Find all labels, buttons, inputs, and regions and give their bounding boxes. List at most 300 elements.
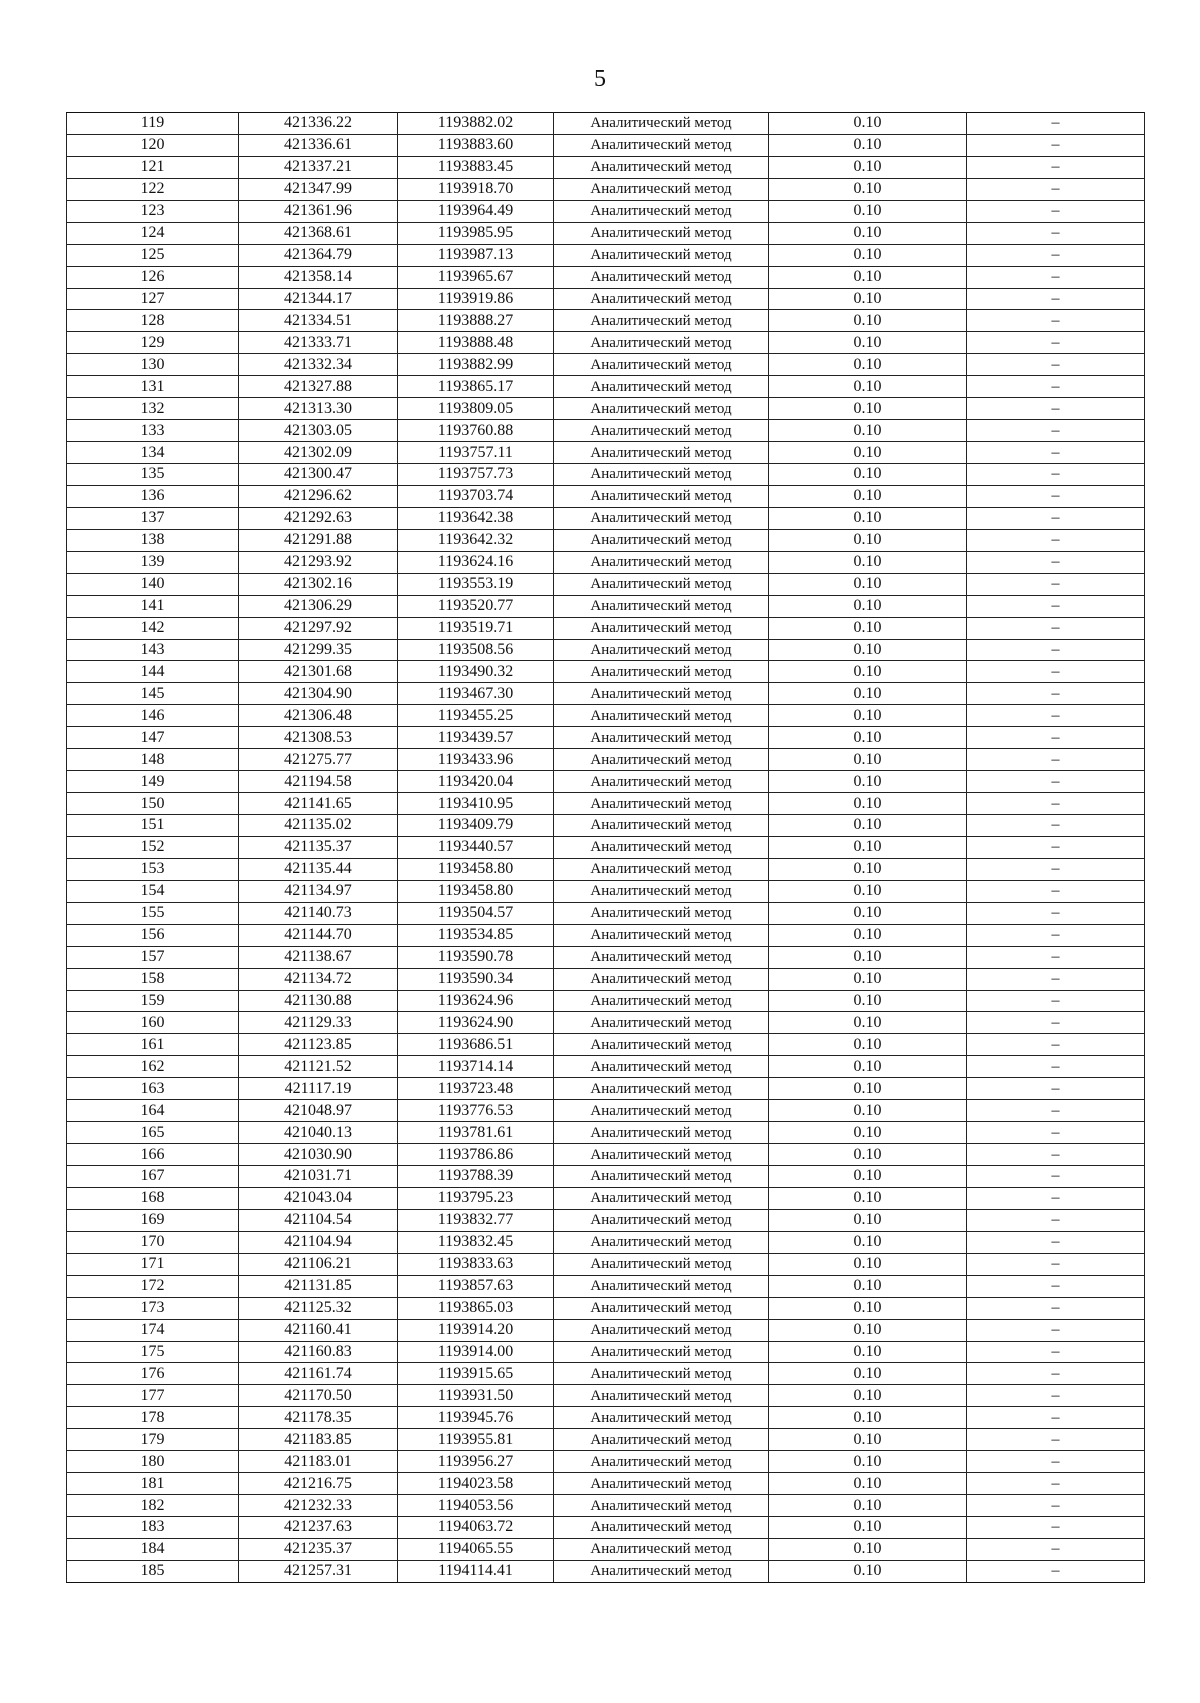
- point-number-cell: 176: [67, 1363, 239, 1385]
- coordinates-table: [66, 112, 1145, 1583]
- accuracy-cell: 0.10: [769, 442, 967, 464]
- accuracy-cell: 0.10: [769, 1495, 967, 1517]
- y-coordinate-cell: 1193883.60: [398, 134, 554, 156]
- method-cell: Аналитический метод: [554, 880, 769, 902]
- table-row: [67, 551, 1145, 573]
- method-cell: Аналитический метод: [554, 1100, 769, 1122]
- accuracy-cell: 0.10: [769, 1451, 967, 1473]
- x-coordinate-cell: 421347.99: [239, 178, 398, 200]
- accuracy-cell: 0.10: [769, 771, 967, 793]
- y-coordinate-cell: 1193965.67: [398, 266, 554, 288]
- x-coordinate-cell: 421336.61: [239, 134, 398, 156]
- y-coordinate-cell: 1193590.34: [398, 968, 554, 990]
- method-cell: Аналитический метод: [554, 1538, 769, 1560]
- table-row: [67, 1231, 1145, 1253]
- note-cell: –: [967, 1473, 1145, 1495]
- note-cell: –: [967, 310, 1145, 332]
- table-row: [67, 1253, 1145, 1275]
- table-row: [67, 178, 1145, 200]
- table-row: [67, 1429, 1145, 1451]
- point-number-cell: 173: [67, 1297, 239, 1319]
- method-cell: Аналитический метод: [554, 1187, 769, 1209]
- x-coordinate-cell: 421144.70: [239, 924, 398, 946]
- accuracy-cell: 0.10: [769, 464, 967, 486]
- y-coordinate-cell: 1193888.27: [398, 310, 554, 332]
- y-coordinate-cell: 1193964.49: [398, 200, 554, 222]
- x-coordinate-cell: 421302.09: [239, 442, 398, 464]
- note-cell: –: [967, 924, 1145, 946]
- accuracy-cell: 0.10: [769, 683, 967, 705]
- y-coordinate-cell: 1193786.86: [398, 1144, 554, 1166]
- x-coordinate-cell: 421134.72: [239, 968, 398, 990]
- note-cell: –: [967, 946, 1145, 968]
- x-coordinate-cell: 421300.47: [239, 464, 398, 486]
- accuracy-cell: 0.10: [769, 113, 967, 135]
- x-coordinate-cell: 421344.17: [239, 288, 398, 310]
- accuracy-cell: 0.10: [769, 376, 967, 398]
- table-row: [67, 113, 1145, 135]
- method-cell: Аналитический метод: [554, 398, 769, 420]
- table-row: [67, 1275, 1145, 1297]
- table-row: [67, 1187, 1145, 1209]
- method-cell: Аналитический метод: [554, 1078, 769, 1100]
- y-coordinate-cell: 1193760.88: [398, 420, 554, 442]
- note-cell: –: [967, 464, 1145, 486]
- accuracy-cell: 0.10: [769, 727, 967, 749]
- table-row: [67, 749, 1145, 771]
- table-row: [67, 376, 1145, 398]
- table-row: [67, 705, 1145, 727]
- table-row: [67, 595, 1145, 617]
- accuracy-cell: 0.10: [769, 661, 967, 683]
- table-row: [67, 639, 1145, 661]
- point-number-cell: 177: [67, 1385, 239, 1407]
- note-cell: –: [967, 266, 1145, 288]
- point-number-cell: 168: [67, 1187, 239, 1209]
- y-coordinate-cell: 1193642.32: [398, 529, 554, 551]
- table-row: [67, 924, 1145, 946]
- point-number-cell: 154: [67, 880, 239, 902]
- note-cell: –: [967, 1187, 1145, 1209]
- table-row: [67, 946, 1145, 968]
- x-coordinate-cell: 421216.75: [239, 1473, 398, 1495]
- method-cell: Аналитический метод: [554, 1407, 769, 1429]
- accuracy-cell: 0.10: [769, 354, 967, 376]
- x-coordinate-cell: 421232.33: [239, 1495, 398, 1517]
- accuracy-cell: 0.10: [769, 288, 967, 310]
- table-row: [67, 1538, 1145, 1560]
- point-number-cell: 127: [67, 288, 239, 310]
- y-coordinate-cell: 1193918.70: [398, 178, 554, 200]
- point-number-cell: 146: [67, 705, 239, 727]
- y-coordinate-cell: 1193781.61: [398, 1122, 554, 1144]
- x-coordinate-cell: 421296.62: [239, 485, 398, 507]
- method-cell: Аналитический метод: [554, 200, 769, 222]
- accuracy-cell: 0.10: [769, 1407, 967, 1429]
- method-cell: Аналитический метод: [554, 705, 769, 727]
- x-coordinate-cell: 421040.13: [239, 1122, 398, 1144]
- point-number-cell: 170: [67, 1231, 239, 1253]
- method-cell: Аналитический метод: [554, 617, 769, 639]
- y-coordinate-cell: 1193757.73: [398, 464, 554, 486]
- method-cell: Аналитический метод: [554, 1122, 769, 1144]
- method-cell: Аналитический метод: [554, 1275, 769, 1297]
- x-coordinate-cell: 421304.90: [239, 683, 398, 705]
- y-coordinate-cell: 1193795.23: [398, 1187, 554, 1209]
- accuracy-cell: 0.10: [769, 1297, 967, 1319]
- table-row: [67, 573, 1145, 595]
- method-cell: Аналитический метод: [554, 266, 769, 288]
- note-cell: –: [967, 1078, 1145, 1100]
- y-coordinate-cell: 1193956.27: [398, 1451, 554, 1473]
- x-coordinate-cell: 421334.51: [239, 310, 398, 332]
- note-cell: –: [967, 815, 1145, 837]
- method-cell: Аналитический метод: [554, 1517, 769, 1539]
- y-coordinate-cell: 1193857.63: [398, 1275, 554, 1297]
- point-number-cell: 122: [67, 178, 239, 200]
- point-number-cell: 140: [67, 573, 239, 595]
- accuracy-cell: 0.10: [769, 1078, 967, 1100]
- point-number-cell: 156: [67, 924, 239, 946]
- x-coordinate-cell: 421368.61: [239, 222, 398, 244]
- x-coordinate-cell: 421178.35: [239, 1407, 398, 1429]
- method-cell: Аналитический метод: [554, 1166, 769, 1188]
- point-number-cell: 157: [67, 946, 239, 968]
- method-cell: Аналитический метод: [554, 310, 769, 332]
- page-number: 5: [594, 66, 606, 92]
- table-row: [67, 310, 1145, 332]
- point-number-cell: 175: [67, 1341, 239, 1363]
- note-cell: –: [967, 1297, 1145, 1319]
- accuracy-cell: 0.10: [769, 1056, 967, 1078]
- x-coordinate-cell: 421275.77: [239, 749, 398, 771]
- y-coordinate-cell: 1193590.78: [398, 946, 554, 968]
- accuracy-cell: 0.10: [769, 222, 967, 244]
- table-row: [67, 1560, 1145, 1582]
- accuracy-cell: 0.10: [769, 551, 967, 573]
- method-cell: Аналитический метод: [554, 968, 769, 990]
- point-number-cell: 182: [67, 1495, 239, 1517]
- method-cell: Аналитический метод: [554, 793, 769, 815]
- y-coordinate-cell: 1193519.71: [398, 617, 554, 639]
- method-cell: Аналитический метод: [554, 1012, 769, 1034]
- x-coordinate-cell: 421364.79: [239, 244, 398, 266]
- x-coordinate-cell: 421332.34: [239, 354, 398, 376]
- method-cell: Аналитический метод: [554, 420, 769, 442]
- table-row: [67, 200, 1145, 222]
- method-cell: Аналитический метод: [554, 288, 769, 310]
- table-row: [67, 683, 1145, 705]
- point-number-cell: 126: [67, 266, 239, 288]
- y-coordinate-cell: 1193776.53: [398, 1100, 554, 1122]
- point-number-cell: 152: [67, 836, 239, 858]
- table-row: [67, 793, 1145, 815]
- x-coordinate-cell: 421106.21: [239, 1253, 398, 1275]
- method-cell: Аналитический метод: [554, 1473, 769, 1495]
- note-cell: –: [967, 902, 1145, 924]
- table-row: [67, 1078, 1145, 1100]
- note-cell: –: [967, 683, 1145, 705]
- note-cell: –: [967, 222, 1145, 244]
- y-coordinate-cell: 1193433.96: [398, 749, 554, 771]
- accuracy-cell: 0.10: [769, 1341, 967, 1363]
- x-coordinate-cell: 421140.73: [239, 902, 398, 924]
- point-number-cell: 165: [67, 1122, 239, 1144]
- y-coordinate-cell: 1193809.05: [398, 398, 554, 420]
- table-row: [67, 1407, 1145, 1429]
- x-coordinate-cell: 421336.22: [239, 113, 398, 135]
- y-coordinate-cell: 1193865.03: [398, 1297, 554, 1319]
- x-coordinate-cell: 421291.88: [239, 529, 398, 551]
- accuracy-cell: 0.10: [769, 1363, 967, 1385]
- x-coordinate-cell: 421237.63: [239, 1517, 398, 1539]
- x-coordinate-cell: 421135.44: [239, 858, 398, 880]
- accuracy-cell: 0.10: [769, 1275, 967, 1297]
- note-cell: –: [967, 1275, 1145, 1297]
- method-cell: Аналитический метод: [554, 1253, 769, 1275]
- note-cell: –: [967, 1517, 1145, 1539]
- note-cell: –: [967, 1012, 1145, 1034]
- method-cell: Аналитический метод: [554, 902, 769, 924]
- x-coordinate-cell: 421235.37: [239, 1538, 398, 1560]
- point-number-cell: 143: [67, 639, 239, 661]
- note-cell: –: [967, 156, 1145, 178]
- y-coordinate-cell: 1194063.72: [398, 1517, 554, 1539]
- method-cell: Аналитический метод: [554, 376, 769, 398]
- y-coordinate-cell: 1193490.32: [398, 661, 554, 683]
- accuracy-cell: 0.10: [769, 595, 967, 617]
- accuracy-cell: 0.10: [769, 749, 967, 771]
- point-number-cell: 142: [67, 617, 239, 639]
- table-row: [67, 1495, 1145, 1517]
- table-row: [67, 485, 1145, 507]
- accuracy-cell: 0.10: [769, 1100, 967, 1122]
- note-cell: –: [967, 858, 1145, 880]
- method-cell: Аналитический метод: [554, 1429, 769, 1451]
- y-coordinate-cell: 1193420.04: [398, 771, 554, 793]
- note-cell: –: [967, 420, 1145, 442]
- table-row: [67, 1385, 1145, 1407]
- table-row: [67, 398, 1145, 420]
- y-coordinate-cell: 1193723.48: [398, 1078, 554, 1100]
- x-coordinate-cell: 421043.04: [239, 1187, 398, 1209]
- point-number-cell: 179: [67, 1429, 239, 1451]
- method-cell: Аналитический метод: [554, 683, 769, 705]
- table-row: [67, 442, 1145, 464]
- note-cell: –: [967, 113, 1145, 135]
- accuracy-cell: 0.10: [769, 836, 967, 858]
- accuracy-cell: 0.10: [769, 200, 967, 222]
- note-cell: –: [967, 529, 1145, 551]
- note-cell: –: [967, 639, 1145, 661]
- note-cell: –: [967, 1319, 1145, 1341]
- accuracy-cell: 0.10: [769, 924, 967, 946]
- note-cell: –: [967, 705, 1145, 727]
- y-coordinate-cell: 1193686.51: [398, 1034, 554, 1056]
- x-coordinate-cell: 421131.85: [239, 1275, 398, 1297]
- x-coordinate-cell: 421292.63: [239, 507, 398, 529]
- y-coordinate-cell: 1193832.45: [398, 1231, 554, 1253]
- method-cell: Аналитический метод: [554, 222, 769, 244]
- y-coordinate-cell: 1193624.16: [398, 551, 554, 573]
- x-coordinate-cell: 421123.85: [239, 1034, 398, 1056]
- method-cell: Аналитический метод: [554, 573, 769, 595]
- table-row: [67, 288, 1145, 310]
- point-number-cell: 150: [67, 793, 239, 815]
- table-body: [67, 113, 1145, 1583]
- point-number-cell: 162: [67, 1056, 239, 1078]
- accuracy-cell: 0.10: [769, 266, 967, 288]
- point-number-cell: 144: [67, 661, 239, 683]
- accuracy-cell: 0.10: [769, 244, 967, 266]
- y-coordinate-cell: 1193888.48: [398, 332, 554, 354]
- note-cell: –: [967, 771, 1145, 793]
- point-number-cell: 172: [67, 1275, 239, 1297]
- point-number-cell: 147: [67, 727, 239, 749]
- table-row: [67, 1297, 1145, 1319]
- method-cell: Аналитический метод: [554, 1297, 769, 1319]
- x-coordinate-cell: 421361.96: [239, 200, 398, 222]
- table-row: [67, 1034, 1145, 1056]
- note-cell: –: [967, 332, 1145, 354]
- note-cell: –: [967, 1231, 1145, 1253]
- x-coordinate-cell: 421160.83: [239, 1341, 398, 1363]
- accuracy-cell: 0.10: [769, 1538, 967, 1560]
- y-coordinate-cell: 1193508.56: [398, 639, 554, 661]
- method-cell: Аналитический метод: [554, 1056, 769, 1078]
- point-number-cell: 184: [67, 1538, 239, 1560]
- point-number-cell: 160: [67, 1012, 239, 1034]
- method-cell: Аналитический метод: [554, 1341, 769, 1363]
- point-number-cell: 141: [67, 595, 239, 617]
- note-cell: –: [967, 661, 1145, 683]
- x-coordinate-cell: 421125.32: [239, 1297, 398, 1319]
- point-number-cell: 164: [67, 1100, 239, 1122]
- accuracy-cell: 0.10: [769, 1012, 967, 1034]
- y-coordinate-cell: 1193914.00: [398, 1341, 554, 1363]
- point-number-cell: 181: [67, 1473, 239, 1495]
- method-cell: Аналитический метод: [554, 858, 769, 880]
- method-cell: Аналитический метод: [554, 1209, 769, 1231]
- x-coordinate-cell: 421337.21: [239, 156, 398, 178]
- note-cell: –: [967, 1407, 1145, 1429]
- y-coordinate-cell: 1193985.95: [398, 222, 554, 244]
- x-coordinate-cell: 421306.29: [239, 595, 398, 617]
- table-row: [67, 727, 1145, 749]
- x-coordinate-cell: 421141.65: [239, 793, 398, 815]
- accuracy-cell: 0.10: [769, 573, 967, 595]
- point-number-cell: 151: [67, 815, 239, 837]
- note-cell: –: [967, 551, 1145, 573]
- point-number-cell: 171: [67, 1253, 239, 1275]
- y-coordinate-cell: 1193534.85: [398, 924, 554, 946]
- y-coordinate-cell: 1193409.79: [398, 815, 554, 837]
- x-coordinate-cell: 421104.54: [239, 1209, 398, 1231]
- point-number-cell: 128: [67, 310, 239, 332]
- y-coordinate-cell: 1193757.11: [398, 442, 554, 464]
- accuracy-cell: 0.10: [769, 156, 967, 178]
- method-cell: Аналитический метод: [554, 1231, 769, 1253]
- point-number-cell: 161: [67, 1034, 239, 1056]
- note-cell: –: [967, 1144, 1145, 1166]
- point-number-cell: 174: [67, 1319, 239, 1341]
- x-coordinate-cell: 421293.92: [239, 551, 398, 573]
- x-coordinate-cell: 421327.88: [239, 376, 398, 398]
- note-cell: –: [967, 1341, 1145, 1363]
- accuracy-cell: 0.10: [769, 1473, 967, 1495]
- table-row: [67, 1319, 1145, 1341]
- accuracy-cell: 0.10: [769, 1166, 967, 1188]
- point-number-cell: 124: [67, 222, 239, 244]
- y-coordinate-cell: 1193788.39: [398, 1166, 554, 1188]
- accuracy-cell: 0.10: [769, 1034, 967, 1056]
- accuracy-cell: 0.10: [769, 815, 967, 837]
- x-coordinate-cell: 421299.35: [239, 639, 398, 661]
- point-number-cell: 130: [67, 354, 239, 376]
- accuracy-cell: 0.10: [769, 1144, 967, 1166]
- accuracy-cell: 0.10: [769, 178, 967, 200]
- x-coordinate-cell: 421160.41: [239, 1319, 398, 1341]
- y-coordinate-cell: 1193882.99: [398, 354, 554, 376]
- note-cell: –: [967, 1166, 1145, 1188]
- table-row: [67, 1144, 1145, 1166]
- accuracy-cell: 0.10: [769, 1319, 967, 1341]
- x-coordinate-cell: 421030.90: [239, 1144, 398, 1166]
- accuracy-cell: 0.10: [769, 946, 967, 968]
- note-cell: –: [967, 990, 1145, 1012]
- y-coordinate-cell: 1194114.41: [398, 1560, 554, 1582]
- y-coordinate-cell: 1193945.76: [398, 1407, 554, 1429]
- method-cell: Аналитический метод: [554, 1560, 769, 1582]
- y-coordinate-cell: 1194023.58: [398, 1473, 554, 1495]
- accuracy-cell: 0.10: [769, 1560, 967, 1582]
- point-number-cell: 149: [67, 771, 239, 793]
- y-coordinate-cell: 1193553.19: [398, 573, 554, 595]
- accuracy-cell: 0.10: [769, 529, 967, 551]
- table-row: [67, 354, 1145, 376]
- method-cell: Аналитический метод: [554, 1363, 769, 1385]
- method-cell: Аналитический метод: [554, 1034, 769, 1056]
- x-coordinate-cell: 421104.94: [239, 1231, 398, 1253]
- x-coordinate-cell: 421161.74: [239, 1363, 398, 1385]
- accuracy-cell: 0.10: [769, 858, 967, 880]
- x-coordinate-cell: 421257.31: [239, 1560, 398, 1582]
- point-number-cell: 119: [67, 113, 239, 135]
- accuracy-cell: 0.10: [769, 705, 967, 727]
- point-number-cell: 183: [67, 1517, 239, 1539]
- note-cell: –: [967, 507, 1145, 529]
- accuracy-cell: 0.10: [769, 420, 967, 442]
- x-coordinate-cell: 421183.85: [239, 1429, 398, 1451]
- y-coordinate-cell: 1193458.80: [398, 880, 554, 902]
- method-cell: Аналитический метод: [554, 464, 769, 486]
- y-coordinate-cell: 1193440.57: [398, 836, 554, 858]
- x-coordinate-cell: 421333.71: [239, 332, 398, 354]
- point-number-cell: 129: [67, 332, 239, 354]
- y-coordinate-cell: 1193919.86: [398, 288, 554, 310]
- note-cell: –: [967, 1429, 1145, 1451]
- y-coordinate-cell: 1193955.81: [398, 1429, 554, 1451]
- x-coordinate-cell: 421297.92: [239, 617, 398, 639]
- accuracy-cell: 0.10: [769, 310, 967, 332]
- note-cell: –: [967, 134, 1145, 156]
- note-cell: –: [967, 1495, 1145, 1517]
- accuracy-cell: 0.10: [769, 1231, 967, 1253]
- method-cell: Аналитический метод: [554, 178, 769, 200]
- point-number-cell: 131: [67, 376, 239, 398]
- method-cell: Аналитический метод: [554, 485, 769, 507]
- method-cell: Аналитический метод: [554, 1144, 769, 1166]
